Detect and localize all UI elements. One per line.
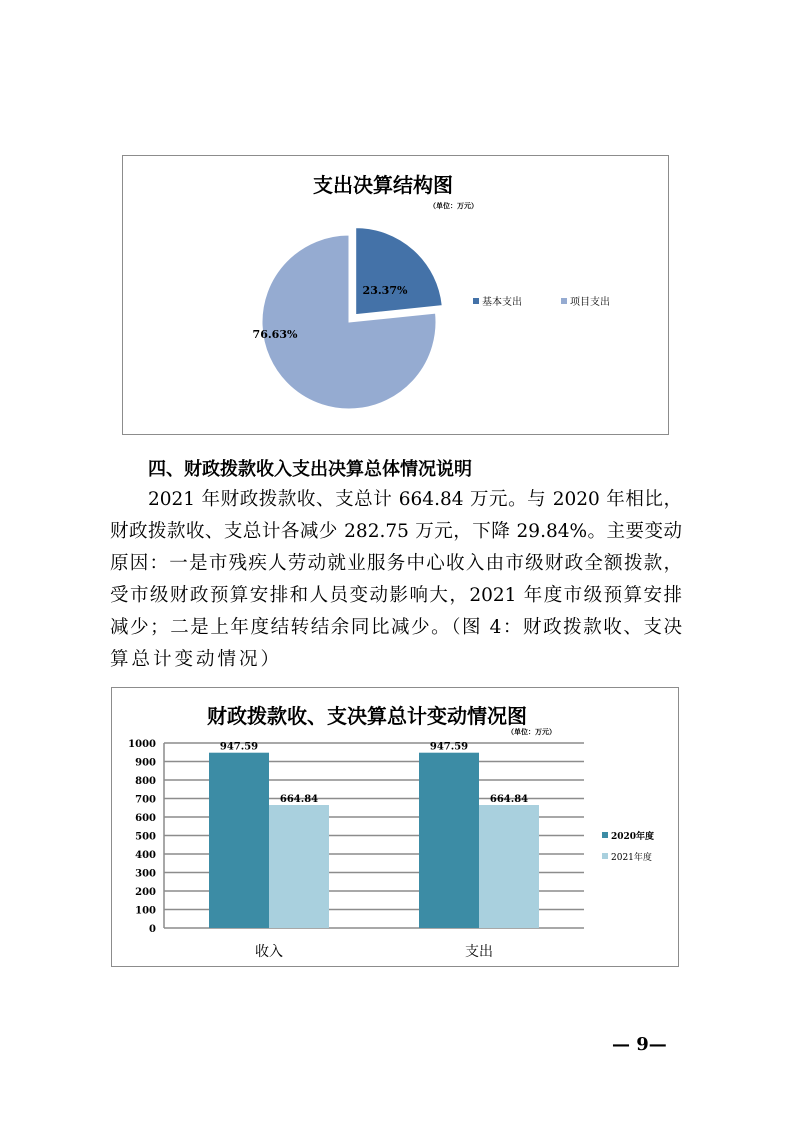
y-tick-label: 900	[135, 757, 156, 769]
legend-label: 2020年度	[611, 832, 655, 842]
pie-data-label: 23.37%	[362, 284, 408, 297]
legend-swatch	[561, 298, 567, 304]
x-category-label: 收入	[255, 944, 283, 960]
bar-chart-title: 财政拨款收、支决算总计变动情况图	[207, 704, 527, 728]
bar-data-label: 664.84	[489, 794, 529, 806]
legend-label: 2021年度	[611, 853, 652, 863]
bar-chart-unit: （单位：万元）	[507, 728, 556, 736]
pie-slice	[356, 228, 443, 315]
legend-swatch	[602, 853, 608, 859]
paragraph-line: 财政拨款收、支总计各减少 282.75 万元，下降 29.84%。主要变动	[110, 521, 682, 542]
bar-data-label: 664.84	[279, 794, 319, 806]
paragraph-line: 原因：一是市残疾人劳动就业服务中心收入由市级财政全额拨款，	[110, 553, 682, 574]
bar	[269, 805, 329, 928]
pie-data-label: 76.63%	[252, 328, 298, 341]
y-tick-label: 0	[149, 924, 156, 935]
y-tick-label: 800	[135, 776, 156, 787]
legend-swatch	[473, 298, 479, 304]
bar-chart	[112, 688, 678, 966]
legend-label: 项目支出	[570, 297, 610, 308]
bar	[479, 805, 539, 928]
paragraph-line: 2021 年财政拨款收、支总计 664.84 万元。与 2020 年相比，	[148, 489, 682, 510]
y-tick-label: 1000	[128, 739, 156, 750]
bar	[419, 753, 479, 928]
y-tick-label: 600	[135, 813, 156, 824]
page-number: — 9—	[612, 1034, 667, 1055]
pie-chart-unit: （单位：万元）	[429, 202, 478, 210]
pie-chart-title: 支出决算结构图	[313, 173, 453, 197]
legend-swatch	[602, 832, 608, 838]
pie-chart	[123, 156, 668, 434]
y-tick-label: 100	[135, 905, 156, 917]
pie-chart-box	[122, 155, 669, 435]
y-tick-label: 200	[135, 887, 156, 898]
y-tick-label: 700	[135, 794, 156, 806]
bar-chart-box	[111, 687, 679, 967]
paragraph-line: 减少；二是上年度结转结余同比减少。（图 4：财政拨款收、支决	[110, 617, 682, 638]
bar-data-label: 947.59	[429, 741, 469, 753]
legend-label: 基本支出	[482, 297, 522, 308]
section-heading: 四、财政拨款收入支出决算总体情况说明	[148, 459, 472, 480]
y-tick-label: 300	[135, 868, 156, 880]
x-category-label: 支出	[465, 944, 493, 960]
y-tick-label: 400	[135, 850, 156, 861]
paragraph-line: 算总计变动情况）	[110, 649, 283, 670]
y-tick-label: 500	[135, 831, 156, 843]
paragraph-line: 受市级财政预算安排和人员变动影响大，2021 年度市级预算安排	[110, 585, 682, 606]
bar-data-label: 947.59	[219, 741, 259, 753]
bar	[209, 753, 269, 928]
